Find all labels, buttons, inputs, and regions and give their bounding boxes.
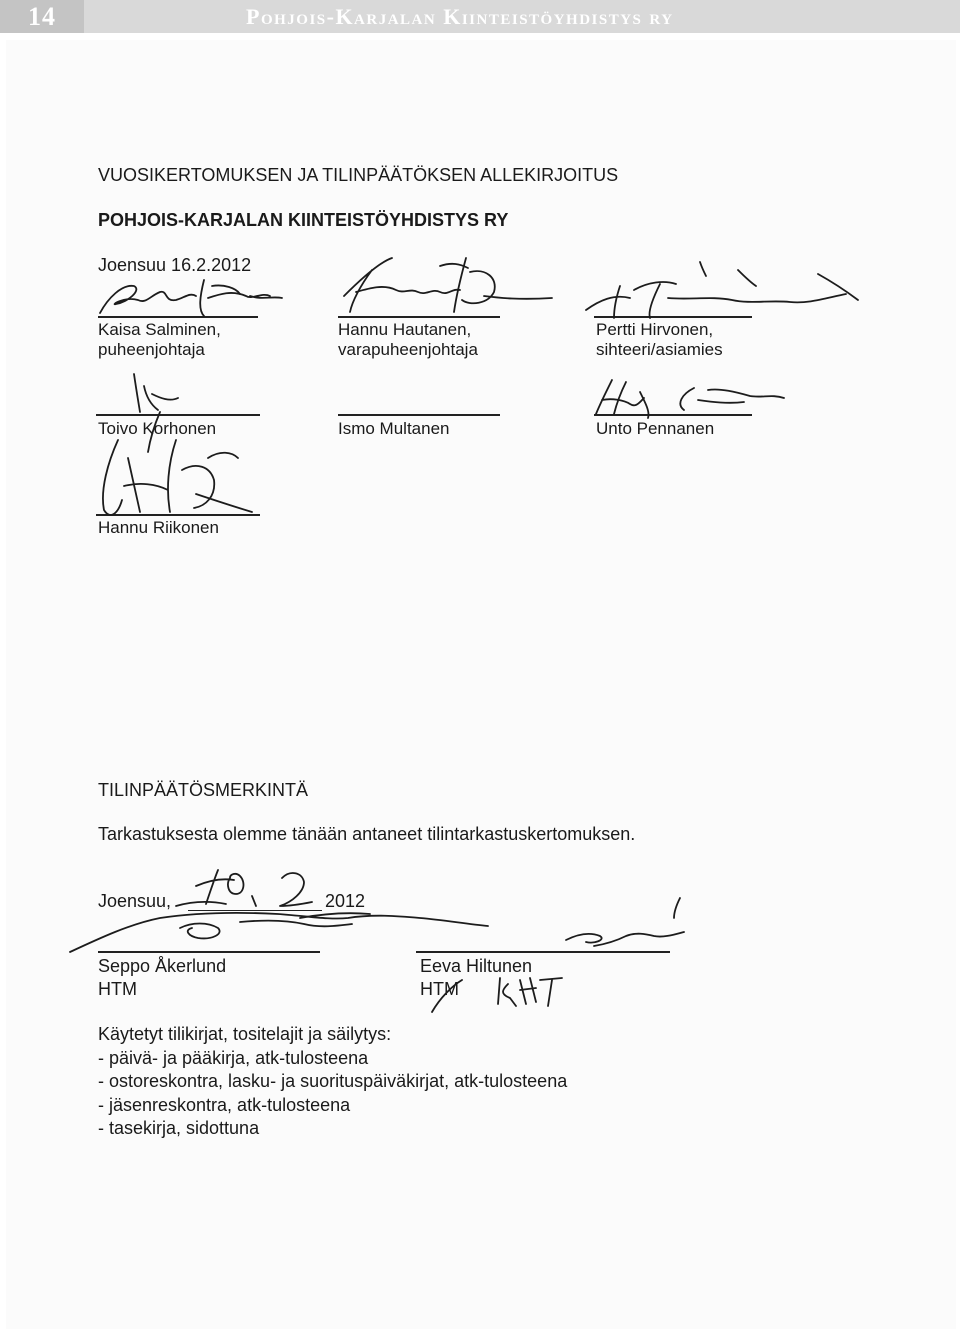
- page-number: 14: [0, 0, 84, 33]
- auditor-name: Seppo Åkerlund: [98, 956, 227, 976]
- signatory-role: sihteeri/asiamies: [596, 340, 723, 359]
- list-item: - jäsenreskontra, atk-tulosteena: [98, 1094, 351, 1115]
- date-line: [188, 910, 322, 911]
- audit-year: 2012: [325, 891, 366, 911]
- signature-line: [98, 951, 320, 953]
- list-item: - ostoreskontra, lasku- ja suorituspäiväkirjat, atk-tulosteena: [98, 1071, 568, 1091]
- auditor-name: Eeva Hiltunen: [420, 956, 533, 976]
- signature-line: [594, 316, 752, 318]
- page-header: [0, 0, 960, 33]
- list-item: - päivä- ja pääkirja, atk-tulosteena: [98, 1047, 369, 1068]
- signatory-role: varapuheenjohtaja: [338, 340, 478, 359]
- audit-statement: Tarkastuksesta olemme tänään antaneet tilintarkastuskertomuksen.: [98, 824, 636, 844]
- document-heading: VUOSIKERTOMUKSEN JA TILINPÄÄTÖKSEN ALLEKIRJOITUS: [98, 165, 619, 185]
- audit-heading: TILINPÄÄTÖSMERKINTÄ: [98, 780, 309, 800]
- running-title: Pohjois-Karjalan Kiinteistöyhdistys ry: [246, 3, 674, 29]
- signatory-name: Hannu Riikonen: [98, 518, 219, 537]
- signatory-role: puheenjohtaja: [98, 340, 205, 359]
- signatory-name: Unto Pennanen: [596, 419, 715, 438]
- signatory-name: Toivo Korhonen: [98, 419, 217, 438]
- books-list: [98, 1023, 567, 1141]
- audit-place: Joensuu,: [98, 891, 172, 911]
- signature-line: [338, 316, 500, 318]
- signatory-name: Ismo Multanen: [338, 419, 450, 438]
- auditor-title: HTM: [420, 979, 459, 999]
- signature-line: [96, 414, 260, 416]
- organization-name: POHJOIS-KARJALAN KIINTEISTÖYHDISTYS RY: [98, 210, 509, 230]
- books-intro: Käytetyt tilikirjat, tositelajit ja säilytys:: [98, 1024, 392, 1044]
- signature-line: [416, 951, 670, 953]
- signature-line: [96, 514, 260, 516]
- signatory-name: Kaisa Salminen,: [98, 320, 221, 339]
- place-date: Joensuu 16.2.2012: [98, 255, 252, 275]
- auditor-title: HTM: [98, 979, 137, 999]
- signature-line: [98, 316, 258, 318]
- list-item: - tasekirja, sidottuna: [98, 1118, 260, 1138]
- signatory-name: Pertti Hirvonen,: [596, 320, 714, 339]
- signature-line: [338, 414, 500, 416]
- signatory-name: Hannu Hautanen,: [338, 320, 472, 339]
- signature-line: [594, 414, 752, 416]
